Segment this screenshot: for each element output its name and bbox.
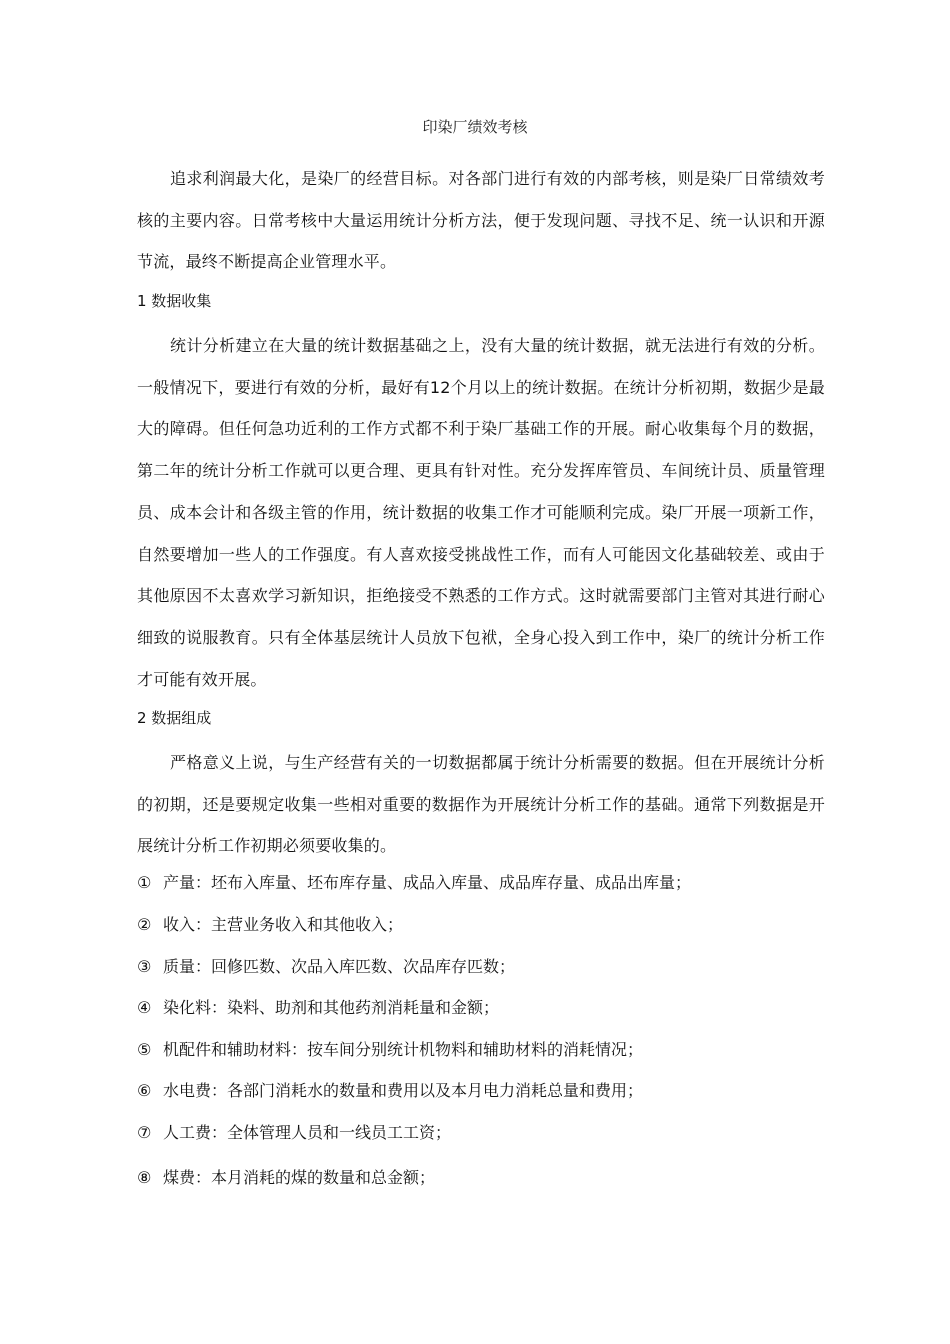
list-item <box>137 1038 643 1062</box>
list-item <box>137 1079 643 1103</box>
list-item-text: 人工费：全体管理人员和一线员工工资； <box>163 1123 452 1142</box>
list-item-number: ③ <box>137 957 152 976</box>
list-item-number: ⑦ <box>137 1123 152 1142</box>
list-item-number: ① <box>137 873 152 892</box>
section-1-heading: 1 数据收集 <box>137 292 212 310</box>
list-item <box>137 996 499 1020</box>
list-item <box>137 1121 451 1145</box>
list-item-number: ② <box>137 915 152 934</box>
intro-paragraph: 追求利润最大化，是染厂的经营目标。对各部门进行有效的内部考核，则是染厂日常绩效考核的主要内容。日常考核中大量运用统计分析方法，便于发现问题、寻找不足、统一认识和开源节流，最终不断提高企业管理水平。 <box>137 169 825 272</box>
list-item-text: 染化料：染料、助剂和其他药剂消耗量和金额； <box>163 998 500 1017</box>
list-item-number: ④ <box>137 998 152 1017</box>
section-2-heading: 2 数据组成 <box>137 709 212 727</box>
list-item <box>137 871 691 895</box>
list-item-text: 产量：坯布入库量、坯布库存量、成品入库量、成品库存量、成品出库量； <box>163 873 692 892</box>
list-item-text: 质量：回修匹数、次品入库匹数、次品库存匹数； <box>163 957 516 976</box>
list-item <box>137 955 515 979</box>
list-item-text: 水电费：各部门消耗水的数量和费用以及本月电力消耗总量和费用； <box>163 1081 644 1100</box>
page-title: 印染厂绩效考核 <box>422 118 528 136</box>
list-item-number: ⑤ <box>137 1040 152 1059</box>
list-item <box>137 913 403 937</box>
list-item-text: 机配件和辅助材料：按车间分别统计机物料和辅助材料的消耗情况； <box>163 1040 644 1059</box>
list-item <box>137 1166 435 1190</box>
section-2-body: 严格意义上说，与生产经营有关的一切数据都属于统计分析需要的数据。但在开展统计分析的初期，还是要规定收集一些相对重要的数据作为开展统计分析工作的基础。通常下列数据是开展统计分析工作初期必须要收集的。 <box>137 753 825 856</box>
list-item-text: 煤费：本月消耗的煤的数量和总金额； <box>163 1168 436 1187</box>
list-item-number: ⑥ <box>137 1081 152 1100</box>
list-item-number: ⑧ <box>137 1168 152 1187</box>
section-1-body: 统计分析建立在大量的统计数据基础之上，没有大量的统计数据，就无法进行有效的分析。一般情况下，要进行有效的分析，最好有12个月以上的统计数据。在统计分析初期，数据少是最大的障碍。但任何急功近利的工作方式都不利于染厂基础工作的开展。耐心收集每个月的数据，第二年的统计分析工作就可以更合理、更具有针对性。充分发挥库管员、车间统计员、质量管理员、成本会计和各级主管的作用，统计数据的收集工作才可能顺利完成。染厂开展一项新工作，自然要增加一些人的工作强度。有人喜欢接受挑战性工作，而有人可能因文化基础较差、或由于其他原因不太喜欢学习新知识，拒绝接受不熟悉的工作方式。这时就需要部门主管对其进行耐心细致的说服教育。只有全体基层统计人员放下包袱，全身心投入到工作中，染厂的统计分析工作才可能有效开展。 <box>137 336 825 689</box>
list-item-text: 收入：主营业务收入和其他收入； <box>163 915 404 934</box>
